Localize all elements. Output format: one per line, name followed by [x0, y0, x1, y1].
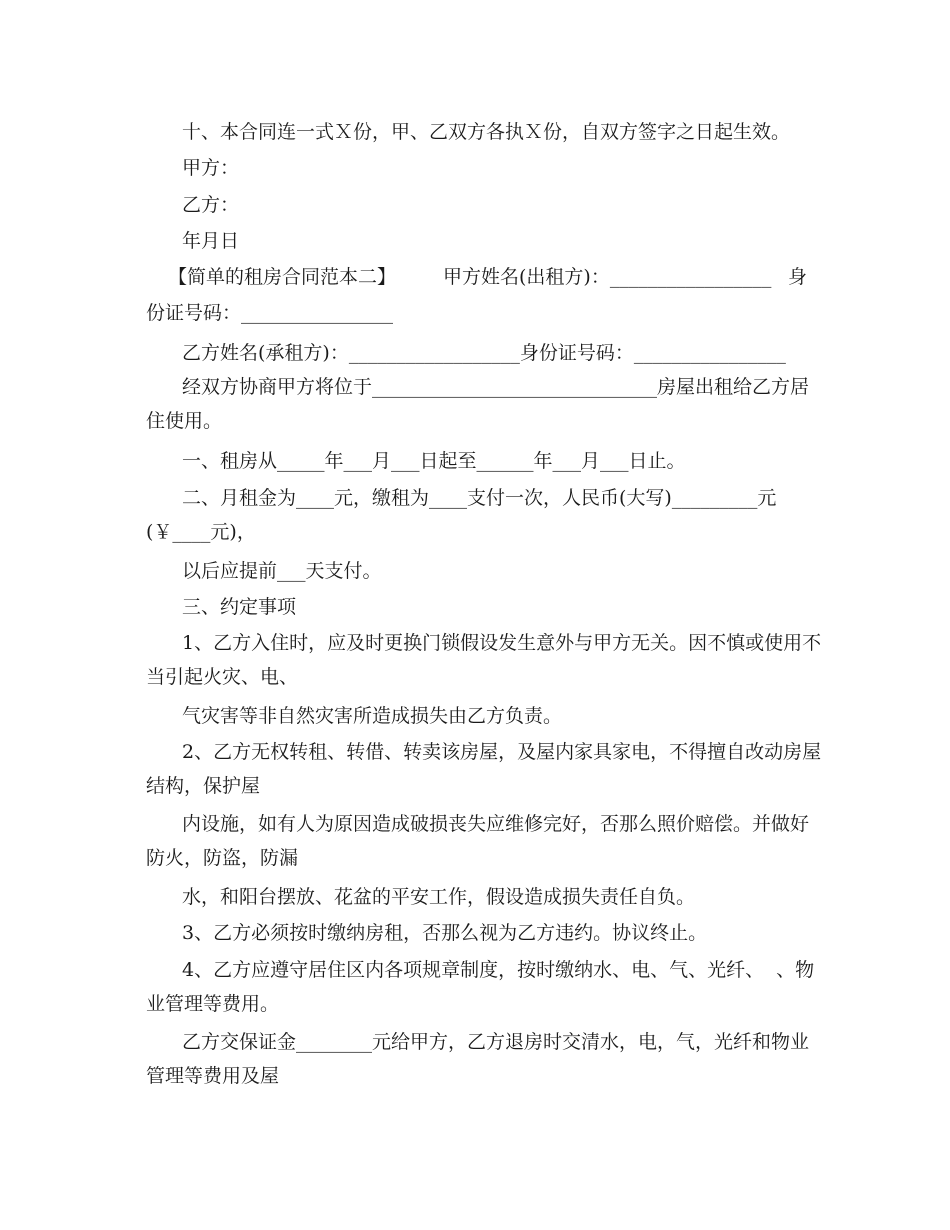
item1-line3: 气灾害等非自然灾害所造成损失由乙方负责。 — [182, 705, 563, 727]
party-a-signature: 甲方： — [182, 157, 240, 179]
item2-line3: 内设施，如有人为原因造成破损丧失应维修完好，否那么照价赔偿。并做好 — [182, 813, 810, 835]
clause-ten: 十、本合同连一式Ｘ份，甲、乙双方各执Ｘ份，自双方签字之日起生效。 — [182, 121, 791, 143]
party-b-signature: 乙方： — [182, 194, 240, 216]
landlord-id-prefix: 身 — [788, 266, 808, 288]
deposit-line1: 乙方交保证金________元给甲方，乙方退房时交清水，电，气，光纤和物业 — [182, 1031, 810, 1053]
sample-two-heading: 【简单的租房合同范本二】 — [168, 266, 397, 288]
tenant-name-id-field: 乙方姓名(承租方)：__________________身份证号码：________________ — [182, 342, 786, 364]
item4-line2: 业管理等费用。 — [146, 993, 280, 1015]
item1-line1: 1、乙方入住时，应及时更换门锁假设发生意外与甲方无关。因不慎或使用不 — [182, 632, 822, 654]
clause-rent-line2: (￥____元)， — [146, 521, 256, 543]
item1-line2: 当引起火灾、电、 — [146, 666, 299, 688]
clause-rent-line1: 二、月租金为____元，缴租为____支付一次，人民币(大写)_________元 — [182, 487, 777, 509]
item4-line1: 4、乙方应遵守居住区内各项规章制度，按时缴纳水、电、气、光纤、 、物 — [182, 959, 815, 981]
property-location-line1: 经双方协商甲方将位于______________________________房屋出租给乙方居 — [182, 376, 810, 398]
clause-rent-line3: 以后应提前___天支付。 — [182, 560, 382, 582]
item2-line4: 防火，防盗，防漏 — [146, 847, 299, 869]
landlord-name-field: 甲方姓名(出租方)：_________________ — [443, 266, 772, 288]
property-location-line2: 住使用。 — [146, 410, 223, 432]
signature-date: 年月日 — [182, 230, 240, 252]
item2-line1: 2、乙方无权转租、转借、转卖该房屋，及屋内家具家电，不得擅自改动房屋 — [182, 741, 822, 763]
sample-two-header-line — [168, 265, 808, 289]
item2-line5: 水，和阳台摆放、花盆的平安工作，假设造成损失责任自负。 — [182, 886, 696, 908]
agreements-title: 三、约定事项 — [182, 596, 297, 618]
landlord-id-field: 份证号码：________________ — [146, 302, 394, 324]
deposit-line2: 管理等费用及屋 — [146, 1065, 280, 1087]
item3: 3、乙方必须按时缴纳房租，否那么视为乙方违约。协议终止。 — [182, 922, 708, 944]
item2-line2: 结构，保护屋 — [146, 775, 261, 797]
clause-term: 一、租房从_____年___月___日起至______年___月___日止。 — [182, 450, 686, 472]
